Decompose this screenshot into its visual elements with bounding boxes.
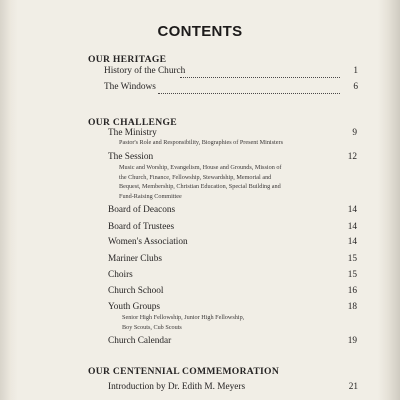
toc-entry-church-school — [0, 286, 400, 300]
toc-entry-title: The Ministry — [108, 128, 157, 138]
toc-entry-description — [119, 163, 281, 201]
toc-entry-title: The Session — [108, 152, 154, 162]
toc-entry-title: Board of Trustees — [108, 222, 175, 232]
toc-entry-page: 21 — [348, 382, 358, 392]
section-title-our-heritage: OUR HERITAGE — [88, 54, 167, 65]
toc-entry-page: 6 — [353, 82, 358, 92]
toc-entry-page: 15 — [347, 270, 357, 280]
dot-leader — [158, 91, 340, 94]
toc-entry-title: Board of Deacons — [108, 205, 176, 215]
toc-entry-page: 1 — [353, 66, 358, 76]
toc-entry-introduction — [0, 382, 400, 396]
description-line: Senior High Fellowship, Junior High Fellowship, — [122, 314, 245, 321]
page-title: CONTENTS — [157, 23, 243, 40]
description-line: the Church, Finance, Fellowship, Stewardship, Memorial and — [119, 173, 272, 181]
toc-entry-page: 14 — [347, 237, 357, 247]
section-title-our-centennial-commemoration: OUR CENTENNIAL COMMEMORATION — [88, 366, 280, 377]
section-title-our-challenge: OUR CHALLENGE — [88, 117, 177, 128]
toc-entry-page: 14 — [347, 222, 357, 232]
description-line: Pastor's Role and Responsibility, Biographies of Present Ministers — [119, 139, 283, 146]
description-line: Bequest, Membership, Christian Education, Special Building and — [119, 183, 281, 191]
toc-entry-page: 9 — [352, 128, 357, 138]
toc-entry-title: Church Calendar — [108, 336, 172, 346]
toc-entry-description — [119, 138, 283, 148]
description-line: Music and Worship, Evangelism, House and Grounds, Mission of — [119, 164, 282, 171]
toc-entry-trustees — [0, 222, 400, 236]
toc-entry-title: Youth Groups — [108, 302, 161, 312]
toc-entry-page: 18 — [347, 302, 357, 312]
toc-entry-title: History of the Church — [104, 66, 186, 76]
toc-entry-page: 16 — [347, 286, 357, 296]
toc-entry-page: 15 — [347, 254, 357, 264]
toc-entry-title: Choirs — [108, 270, 133, 280]
toc-entry-title: Church School — [108, 286, 164, 296]
toc-entry-choirs — [0, 270, 400, 284]
toc-entry-mariner-clubs — [0, 254, 400, 268]
toc-entry-deacons — [0, 205, 400, 219]
toc-entry-title: The Windows — [104, 82, 156, 92]
description-line: Boy Scouts, Cub Scouts — [122, 323, 182, 331]
toc-entry-church-calendar — [0, 336, 400, 350]
dot-leader — [180, 75, 340, 78]
toc-entry-womens-association — [0, 237, 400, 251]
toc-entry-title: Introduction by Dr. Edith M. Meyers — [108, 382, 246, 392]
toc-entry-title: Mariner Clubs — [108, 254, 162, 264]
toc-entry-page: 12 — [347, 152, 357, 162]
toc-entry-page: 19 — [347, 336, 357, 346]
description-line: Fund-Raising Committee — [119, 192, 182, 200]
toc-entry-history — [0, 66, 400, 80]
toc-entry-windows — [0, 82, 400, 96]
toc-entry-page: 14 — [347, 205, 357, 215]
toc-entry-title: Women's Association — [108, 237, 188, 247]
toc-entry-description — [122, 313, 244, 332]
